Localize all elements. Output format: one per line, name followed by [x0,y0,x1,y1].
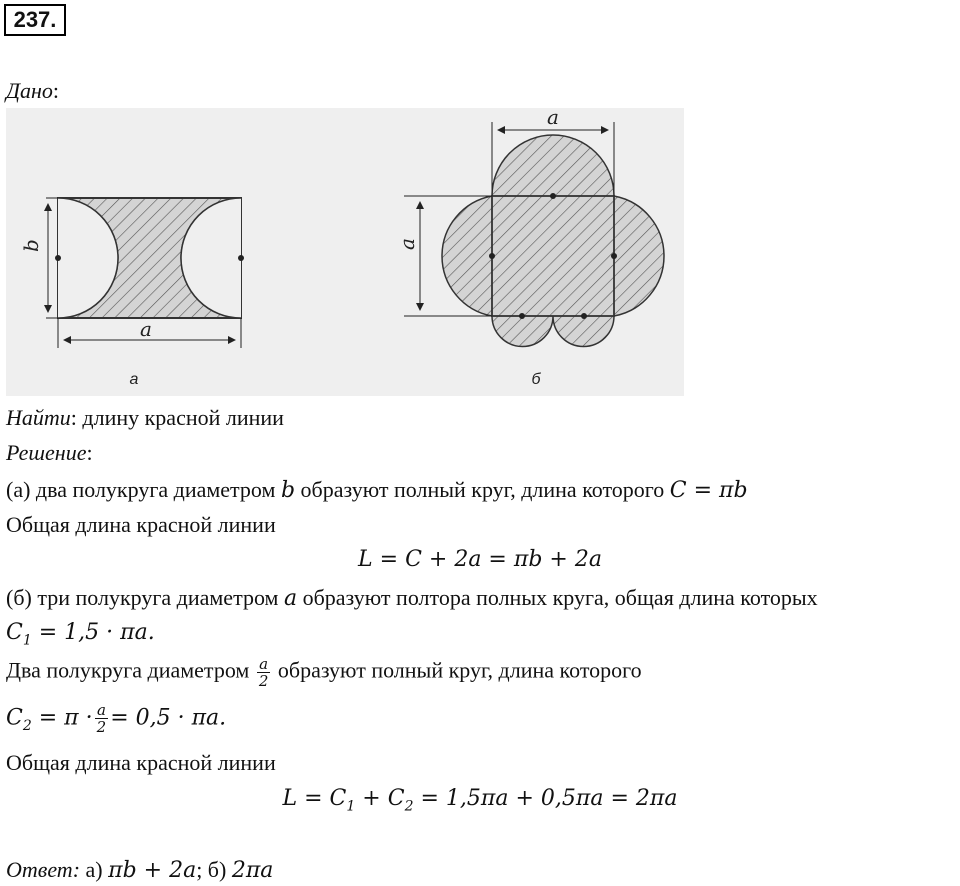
solution-line-b: (б) три полукруга диаметром a образуют полтора полных круга, общая длина которых [6,585,818,611]
figure-svg [6,108,684,396]
total-label-2: Общая длина красной линии [6,750,276,775]
fraction-a-over-2: $\frac{a}{2}$ [258,655,269,690]
formula-c2: $C_2 = \pi$ · $\frac{a}{2}$ = 0,5 · πa. [6,701,227,736]
given-heading: Дано: [6,78,60,103]
total-label-1: Общая длина красной линии [6,512,276,537]
answer-line: Ответ: а) πb + 2a; б) 2πa [6,857,274,883]
label-a-top: a [547,108,559,129]
geometry-figure [6,108,684,396]
figure-b [404,122,664,347]
solution-line-c: Два полукруга диаметром $\frac{a}{2}$ образуют полный круг, длина которого [6,655,642,690]
formula-c1: $C_1 = 1,5 \cdot \pi a$. [6,620,155,649]
formula-2: $L = C_1 + C_2 = 1,5\pi a + 0,5\pi a = 2\pi a$ [282,786,678,815]
label-b: b [19,239,43,252]
label-a-left: a [140,317,152,341]
solution-line-a: (а) два полукруга диаметром b образуют полный круг, длина которого C = πb [6,477,748,503]
solution-heading: Решение: [6,440,93,465]
fraction-a-over-2-c2: $\frac{a}{2}$ [96,701,107,736]
caption-b: б [531,371,541,388]
caption-a: а [129,371,139,388]
formula-1: L = C + 2a = πb + 2a [358,547,602,572]
label-a-side: a [395,238,419,250]
problem-number: 237. [4,4,66,36]
find-line: Найти: длину красной линии [6,405,284,430]
